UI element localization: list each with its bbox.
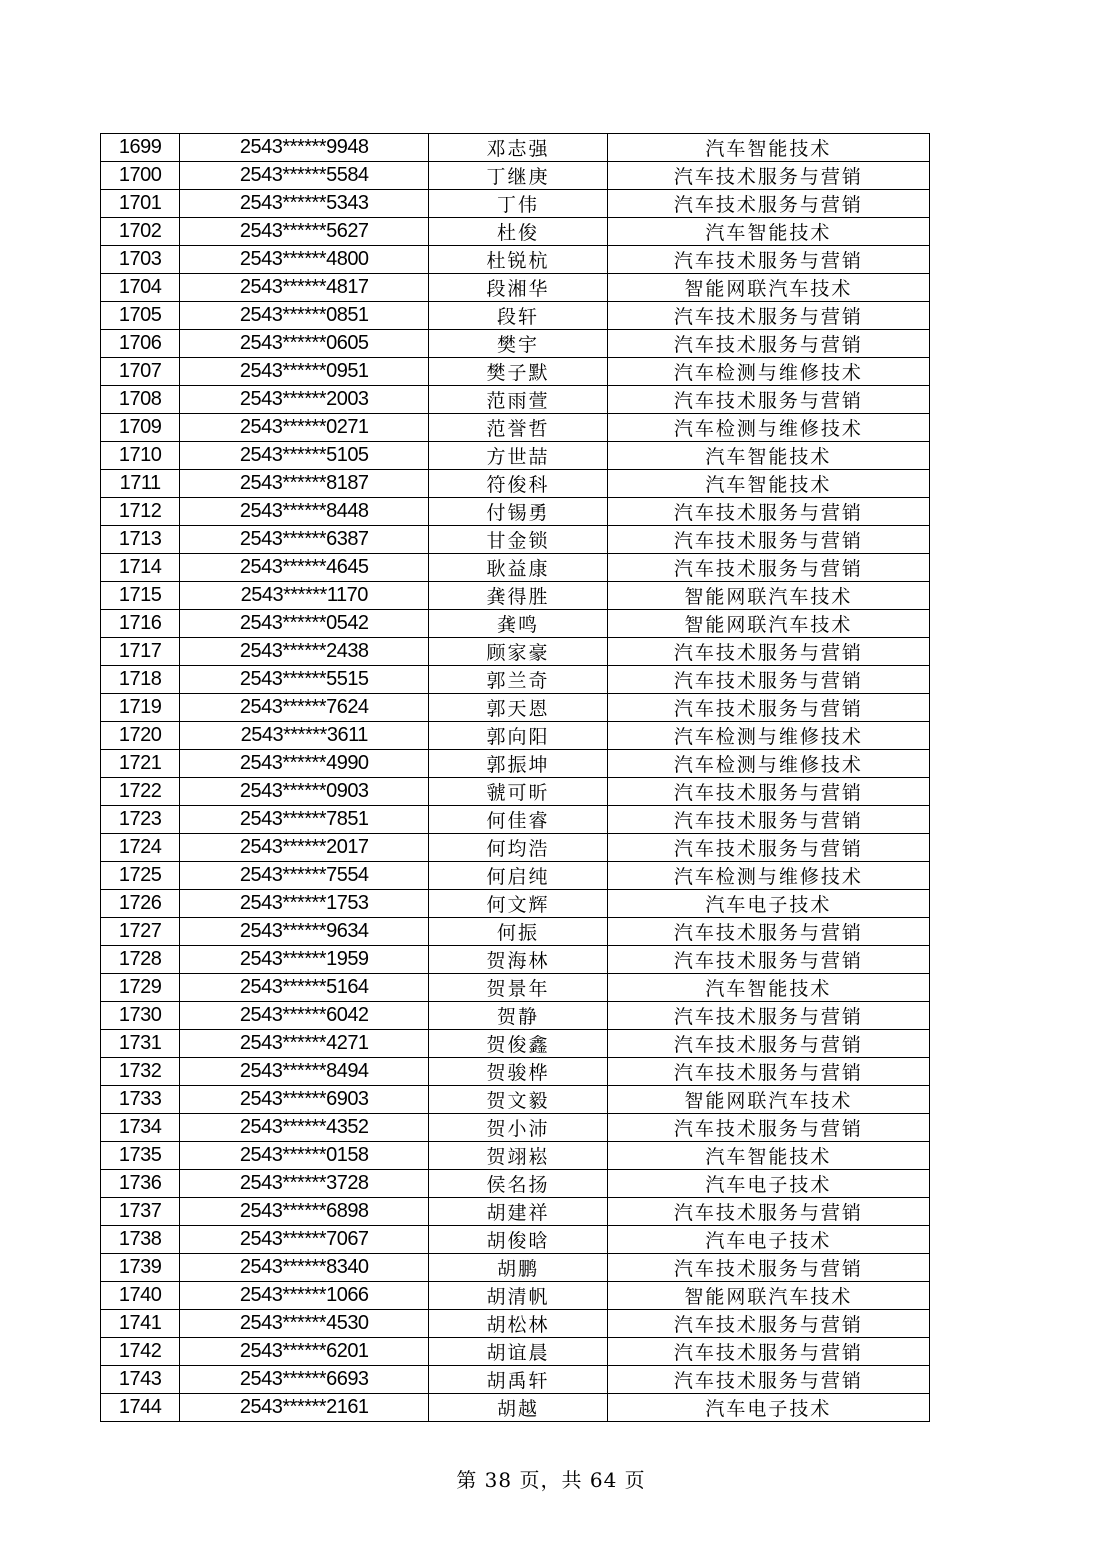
- roster-table-body: [101, 134, 930, 1422]
- table-row: [101, 190, 930, 218]
- masked-id-cell: 2543******4271: [180, 1030, 429, 1058]
- masked-id-cell: 2543******8448: [180, 498, 429, 526]
- major-cell: 汽车电子技术: [607, 1394, 929, 1422]
- row-number-cell: 1722: [101, 778, 180, 806]
- masked-id-cell: 2543******4645: [180, 554, 429, 582]
- table-row: [101, 246, 930, 274]
- masked-id-cell: 2543******0951: [180, 358, 429, 386]
- table-row: [101, 834, 930, 862]
- masked-id-cell: 2543******5164: [180, 974, 429, 1002]
- major-cell: 汽车技术服务与营销: [607, 498, 929, 526]
- student-name-cell: 范雨萱: [429, 386, 608, 414]
- student-name-cell: 贺海林: [429, 946, 608, 974]
- student-name-cell: 胡禹轩: [429, 1366, 608, 1394]
- masked-id-cell: 2543******0271: [180, 414, 429, 442]
- table-row: [101, 1254, 930, 1282]
- row-number-cell: 1716: [101, 610, 180, 638]
- major-cell: 汽车技术服务与营销: [607, 1254, 929, 1282]
- table-row: [101, 582, 930, 610]
- major-cell: 汽车技术服务与营销: [607, 806, 929, 834]
- row-number-cell: 1708: [101, 386, 180, 414]
- table-row: [101, 442, 930, 470]
- student-name-cell: 何文辉: [429, 890, 608, 918]
- masked-id-cell: 2543******9948: [180, 134, 429, 162]
- student-name-cell: 顾家豪: [429, 638, 608, 666]
- student-name-cell: 郭兰奇: [429, 666, 608, 694]
- row-number-cell: 1744: [101, 1394, 180, 1422]
- student-name-cell: 耿益康: [429, 554, 608, 582]
- row-number-cell: 1705: [101, 302, 180, 330]
- major-cell: 智能网联汽车技术: [607, 582, 929, 610]
- masked-id-cell: 2543******0542: [180, 610, 429, 638]
- masked-id-cell: 2543******0158: [180, 1142, 429, 1170]
- major-cell: 汽车技术服务与营销: [607, 386, 929, 414]
- row-number-cell: 1712: [101, 498, 180, 526]
- table-row: [101, 302, 930, 330]
- major-cell: 汽车电子技术: [607, 1170, 929, 1198]
- table-row: [101, 1394, 930, 1422]
- masked-id-cell: 2543******1959: [180, 946, 429, 974]
- row-number-cell: 1738: [101, 1226, 180, 1254]
- student-name-cell: 郭天恩: [429, 694, 608, 722]
- major-cell: 汽车电子技术: [607, 1226, 929, 1254]
- masked-id-cell: 2543******5343: [180, 190, 429, 218]
- row-number-cell: 1725: [101, 862, 180, 890]
- major-cell: 汽车技术服务与营销: [607, 1114, 929, 1142]
- major-cell: 智能网联汽车技术: [607, 274, 929, 302]
- row-number-cell: 1732: [101, 1058, 180, 1086]
- row-number-cell: 1723: [101, 806, 180, 834]
- student-name-cell: 贺小沛: [429, 1114, 608, 1142]
- student-name-cell: 樊宇: [429, 330, 608, 358]
- major-cell: 汽车技术服务与营销: [607, 246, 929, 274]
- row-number-cell: 1721: [101, 750, 180, 778]
- row-number-cell: 1707: [101, 358, 180, 386]
- major-cell: 汽车技术服务与营销: [607, 1030, 929, 1058]
- masked-id-cell: 2543******4817: [180, 274, 429, 302]
- row-number-cell: 1700: [101, 162, 180, 190]
- major-cell: 汽车技术服务与营销: [607, 1058, 929, 1086]
- table-row: [101, 806, 930, 834]
- row-number-cell: 1709: [101, 414, 180, 442]
- row-number-cell: 1724: [101, 834, 180, 862]
- page-number-footer: 第 38 页，共 64 页: [456, 1468, 646, 1492]
- masked-id-cell: 2543******2017: [180, 834, 429, 862]
- table-row: [101, 1170, 930, 1198]
- row-number-cell: 1701: [101, 190, 180, 218]
- student-name-cell: 甘金锁: [429, 526, 608, 554]
- student-name-cell: 贺文毅: [429, 1086, 608, 1114]
- major-cell: 汽车检测与维修技术: [607, 358, 929, 386]
- masked-id-cell: 2543******8340: [180, 1254, 429, 1282]
- table-row: [101, 918, 930, 946]
- row-number-cell: 1719: [101, 694, 180, 722]
- table-row: [101, 134, 930, 162]
- student-name-cell: 段湘华: [429, 274, 608, 302]
- major-cell: 汽车技术服务与营销: [607, 1366, 929, 1394]
- masked-id-cell: 2543******5515: [180, 666, 429, 694]
- masked-id-cell: 2543******6898: [180, 1198, 429, 1226]
- student-name-cell: 方世喆: [429, 442, 608, 470]
- table-row: [101, 1226, 930, 1254]
- table-row: [101, 358, 930, 386]
- student-name-cell: 胡清帆: [429, 1282, 608, 1310]
- masked-id-cell: 2543******6201: [180, 1338, 429, 1366]
- masked-id-cell: 2543******4990: [180, 750, 429, 778]
- masked-id-cell: 2543******6387: [180, 526, 429, 554]
- masked-id-cell: 2543******1753: [180, 890, 429, 918]
- row-number-cell: 1728: [101, 946, 180, 974]
- row-number-cell: 1711: [101, 470, 180, 498]
- table-row: [101, 1114, 930, 1142]
- table-row: [101, 1282, 930, 1310]
- masked-id-cell: 2543******5105: [180, 442, 429, 470]
- masked-id-cell: 2543******7554: [180, 862, 429, 890]
- major-cell: 汽车技术服务与营销: [607, 1310, 929, 1338]
- table-row: [101, 1366, 930, 1394]
- major-cell: 汽车技术服务与营销: [607, 666, 929, 694]
- table-row: [101, 498, 930, 526]
- table-row: [101, 666, 930, 694]
- row-number-cell: 1713: [101, 526, 180, 554]
- masked-id-cell: 2543******2161: [180, 1394, 429, 1422]
- student-name-cell: 何振: [429, 918, 608, 946]
- student-name-cell: 胡越: [429, 1394, 608, 1422]
- major-cell: 智能网联汽车技术: [607, 1282, 929, 1310]
- row-number-cell: 1717: [101, 638, 180, 666]
- table-row: [101, 1142, 930, 1170]
- row-number-cell: 1704: [101, 274, 180, 302]
- table-row: [101, 526, 930, 554]
- student-name-cell: 付锡勇: [429, 498, 608, 526]
- table-row: [101, 1338, 930, 1366]
- major-cell: 汽车智能技术: [607, 218, 929, 246]
- major-cell: 汽车检测与维修技术: [607, 862, 929, 890]
- major-cell: 汽车技术服务与营销: [607, 946, 929, 974]
- student-name-cell: 符俊科: [429, 470, 608, 498]
- table-row: [101, 722, 930, 750]
- student-name-cell: 胡鹏: [429, 1254, 608, 1282]
- masked-id-cell: 2543******7067: [180, 1226, 429, 1254]
- major-cell: 汽车智能技术: [607, 1142, 929, 1170]
- student-name-cell: 何启纯: [429, 862, 608, 890]
- row-number-cell: 1714: [101, 554, 180, 582]
- masked-id-cell: 2543******4800: [180, 246, 429, 274]
- table-row: [101, 974, 930, 1002]
- row-number-cell: 1741: [101, 1310, 180, 1338]
- masked-id-cell: 2543******0605: [180, 330, 429, 358]
- masked-id-cell: 2543******6903: [180, 1086, 429, 1114]
- table-row: [101, 1002, 930, 1030]
- student-name-cell: 胡松林: [429, 1310, 608, 1338]
- table-row: [101, 1030, 930, 1058]
- row-number-cell: 1729: [101, 974, 180, 1002]
- masked-id-cell: 2543******6693: [180, 1366, 429, 1394]
- row-number-cell: 1733: [101, 1086, 180, 1114]
- major-cell: 汽车技术服务与营销: [607, 526, 929, 554]
- student-name-cell: 贺骏桦: [429, 1058, 608, 1086]
- student-name-cell: 龚得胜: [429, 582, 608, 610]
- student-name-cell: 侯名扬: [429, 1170, 608, 1198]
- major-cell: 汽车技术服务与营销: [607, 638, 929, 666]
- row-number-cell: 1735: [101, 1142, 180, 1170]
- major-cell: 汽车检测与维修技术: [607, 722, 929, 750]
- table-row: [101, 890, 930, 918]
- masked-id-cell: 2543******1170: [180, 582, 429, 610]
- table-row: [101, 1086, 930, 1114]
- major-cell: 汽车技术服务与营销: [607, 834, 929, 862]
- row-number-cell: 1720: [101, 722, 180, 750]
- row-number-cell: 1737: [101, 1198, 180, 1226]
- major-cell: 汽车技术服务与营销: [607, 162, 929, 190]
- major-cell: 汽车技术服务与营销: [607, 330, 929, 358]
- student-name-cell: 段轩: [429, 302, 608, 330]
- student-name-cell: 贺翊崧: [429, 1142, 608, 1170]
- row-number-cell: 1703: [101, 246, 180, 274]
- masked-id-cell: 2543******7624: [180, 694, 429, 722]
- masked-id-cell: 2543******5627: [180, 218, 429, 246]
- row-number-cell: 1740: [101, 1282, 180, 1310]
- masked-id-cell: 2543******7851: [180, 806, 429, 834]
- student-name-cell: 杜俊: [429, 218, 608, 246]
- table-row: [101, 386, 930, 414]
- masked-id-cell: 2543******9634: [180, 918, 429, 946]
- masked-id-cell: 2543******3611: [180, 722, 429, 750]
- major-cell: 汽车技术服务与营销: [607, 1338, 929, 1366]
- major-cell: 汽车技术服务与营销: [607, 302, 929, 330]
- row-number-cell: 1739: [101, 1254, 180, 1282]
- table-row: [101, 1198, 930, 1226]
- major-cell: 汽车技术服务与营销: [607, 778, 929, 806]
- student-name-cell: 胡建祥: [429, 1198, 608, 1226]
- student-name-cell: 贺俊鑫: [429, 1030, 608, 1058]
- row-number-cell: 1743: [101, 1366, 180, 1394]
- student-name-cell: 何佳睿: [429, 806, 608, 834]
- masked-id-cell: 2543******4530: [180, 1310, 429, 1338]
- student-name-cell: 贺景年: [429, 974, 608, 1002]
- student-name-cell: 龚鸣: [429, 610, 608, 638]
- table-row: [101, 946, 930, 974]
- masked-id-cell: 2543******1066: [180, 1282, 429, 1310]
- table-row: [101, 778, 930, 806]
- masked-id-cell: 2543******8494: [180, 1058, 429, 1086]
- table-row: [101, 1058, 930, 1086]
- row-number-cell: 1699: [101, 134, 180, 162]
- student-name-cell: 郭振坤: [429, 750, 608, 778]
- major-cell: 汽车技术服务与营销: [607, 694, 929, 722]
- major-cell: 汽车技术服务与营销: [607, 190, 929, 218]
- table-row: [101, 414, 930, 442]
- student-name-cell: 杜锐杭: [429, 246, 608, 274]
- major-cell: 汽车智能技术: [607, 134, 929, 162]
- row-number-cell: 1715: [101, 582, 180, 610]
- row-number-cell: 1734: [101, 1114, 180, 1142]
- masked-id-cell: 2543******0851: [180, 302, 429, 330]
- student-name-cell: 丁伟: [429, 190, 608, 218]
- row-number-cell: 1718: [101, 666, 180, 694]
- student-name-cell: 贺静: [429, 1002, 608, 1030]
- masked-id-cell: 2543******5584: [180, 162, 429, 190]
- table-row: [101, 694, 930, 722]
- major-cell: 汽车智能技术: [607, 470, 929, 498]
- student-name-cell: 范誉哲: [429, 414, 608, 442]
- table-row: [101, 554, 930, 582]
- student-name-cell: 郭向阳: [429, 722, 608, 750]
- table-row: [101, 274, 930, 302]
- major-cell: 汽车技术服务与营销: [607, 1198, 929, 1226]
- student-name-cell: 胡俊晗: [429, 1226, 608, 1254]
- major-cell: 汽车技术服务与营销: [607, 918, 929, 946]
- major-cell: 汽车检测与维修技术: [607, 414, 929, 442]
- masked-id-cell: 2543******6042: [180, 1002, 429, 1030]
- row-number-cell: 1742: [101, 1338, 180, 1366]
- row-number-cell: 1736: [101, 1170, 180, 1198]
- row-number-cell: 1731: [101, 1030, 180, 1058]
- major-cell: 汽车智能技术: [607, 974, 929, 1002]
- table-row: [101, 750, 930, 778]
- table-row: [101, 1310, 930, 1338]
- major-cell: 汽车智能技术: [607, 442, 929, 470]
- major-cell: 汽车技术服务与营销: [607, 1002, 929, 1030]
- masked-id-cell: 2543******2003: [180, 386, 429, 414]
- row-number-cell: 1702: [101, 218, 180, 246]
- major-cell: 智能网联汽车技术: [607, 1086, 929, 1114]
- student-name-cell: 胡谊晨: [429, 1338, 608, 1366]
- student-name-cell: 樊子默: [429, 358, 608, 386]
- row-number-cell: 1710: [101, 442, 180, 470]
- student-name-cell: 丁继庚: [429, 162, 608, 190]
- major-cell: 汽车技术服务与营销: [607, 554, 929, 582]
- masked-id-cell: 2543******2438: [180, 638, 429, 666]
- major-cell: 汽车检测与维修技术: [607, 750, 929, 778]
- table-row: [101, 162, 930, 190]
- table-row: [101, 470, 930, 498]
- table-row: [101, 862, 930, 890]
- student-name-cell: 虢可昕: [429, 778, 608, 806]
- table-row: [101, 330, 930, 358]
- row-number-cell: 1706: [101, 330, 180, 358]
- masked-id-cell: 2543******4352: [180, 1114, 429, 1142]
- roster-table: [100, 133, 930, 1422]
- masked-id-cell: 2543******0903: [180, 778, 429, 806]
- student-name-cell: 何均浩: [429, 834, 608, 862]
- row-number-cell: 1727: [101, 918, 180, 946]
- table-row: [101, 638, 930, 666]
- row-number-cell: 1726: [101, 890, 180, 918]
- masked-id-cell: 2543******8187: [180, 470, 429, 498]
- row-number-cell: 1730: [101, 1002, 180, 1030]
- table-row: [101, 218, 930, 246]
- table-row: [101, 610, 930, 638]
- masked-id-cell: 2543******3728: [180, 1170, 429, 1198]
- student-name-cell: 邓志强: [429, 134, 608, 162]
- major-cell: 智能网联汽车技术: [607, 610, 929, 638]
- major-cell: 汽车电子技术: [607, 890, 929, 918]
